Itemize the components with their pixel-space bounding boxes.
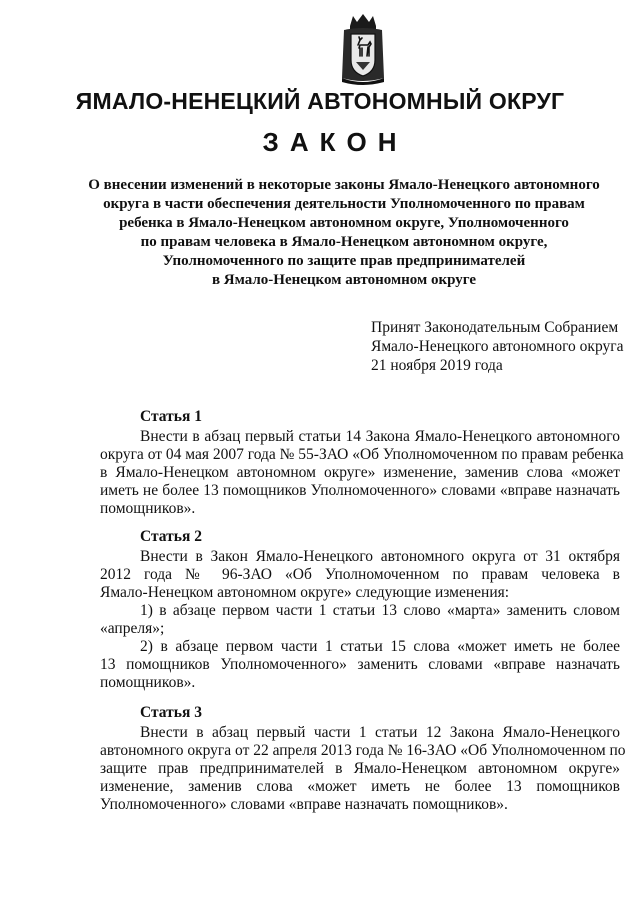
article-text-line: 2) в абзаце первом части 1 статьи 15 слова «может иметь не более — [140, 638, 620, 655]
adoption-line: 21 ноября 2019 года — [371, 357, 503, 374]
title-line: Уполномоченного по защите прав предпринимателей — [162, 253, 526, 269]
article-text-line: автономного округа от 22 апреля 2013 года № 16-ЗАО «Об Уполномоченном по — [100, 742, 626, 759]
article-text-line: Уполномоченного» словами «вправе назначать помощников». — [100, 796, 508, 813]
adoption-line: Ямало-Ненецкого автономного округа — [371, 338, 624, 355]
title-line: округа в части обеспечения деятельности Уполномоченного по правам — [103, 196, 585, 212]
article-heading: Статья 1 — [140, 408, 202, 425]
article-text-line: иметь не более 13 помощников Уполномоченного» словами «вправе назначать — [100, 482, 620, 499]
article-1 — [100, 408, 624, 518]
article-text-line: «апреля»; — [100, 620, 165, 637]
article-3 — [100, 704, 626, 814]
article-text-line: Внести в абзац первый части 1 статьи 12 Закона Ямало-Ненецкого — [140, 724, 620, 741]
article-heading: Статья 2 — [140, 528, 202, 545]
article-text-line: изменение, заменив слова «может иметь не более 13 помощников — [100, 778, 620, 795]
article-text-line: Внести в абзац первый статьи 14 Закона Ямало-Ненецкого автономного — [140, 428, 620, 445]
title-line: в Ямало-Ненецком автономном округе — [211, 272, 477, 288]
article-text-line: 13 помощников Уполномоченного» заменить словами «вправе назначать — [100, 656, 620, 673]
article-2 — [100, 528, 620, 692]
adoption-note — [371, 318, 623, 375]
adoption-line: Принят Законодательным Собранием — [371, 319, 619, 336]
article-heading: Статья 3 — [140, 704, 202, 721]
document-type: ЗАКОН — [262, 127, 408, 157]
coat-of-arms-icon — [338, 12, 388, 87]
article-text-line: округа от 04 мая 2007 года № 55-ЗАО «Об Уполномоченном по правам ребенка — [100, 446, 624, 463]
article-text-line: помощников». — [100, 500, 196, 517]
article-text-line: Ямало-Ненецком автономном округе» следующие изменения: — [100, 584, 510, 601]
article-text-line: защите прав предпринимателей в Ямало-Ненецком автономном округе» — [100, 760, 620, 777]
title-line: по правам человека в Ямало-Ненецком автономном округе, — [140, 234, 548, 250]
region-name: ЯМАЛО-НЕНЕЦКИЙ АВТОНОМНЫЙ ОКРУГ — [75, 88, 565, 114]
article-text-line: помощников». — [100, 674, 196, 691]
article-text-line: 2012 года № 96-ЗАО «Об Уполномоченном по правам человека в — [100, 566, 620, 583]
article-text-line: Внести в Закон Ямало-Ненецкого автономного округа от 31 октября — [140, 548, 620, 565]
article-text-line: 1) в абзаце первом части 1 статьи 13 слово «марта» заменить словом — [140, 602, 620, 619]
law-title — [80, 176, 608, 290]
article-text-line: в Ямало-Ненецком автономном округе» изменение, заменив слова «может — [100, 464, 620, 481]
title-line: О внесении изменений в некоторые законы Ямало-Ненецкого автономного — [88, 177, 600, 193]
title-line: ребенка в Ямало-Ненецком автономном округе, Уполномоченного — [119, 215, 569, 231]
